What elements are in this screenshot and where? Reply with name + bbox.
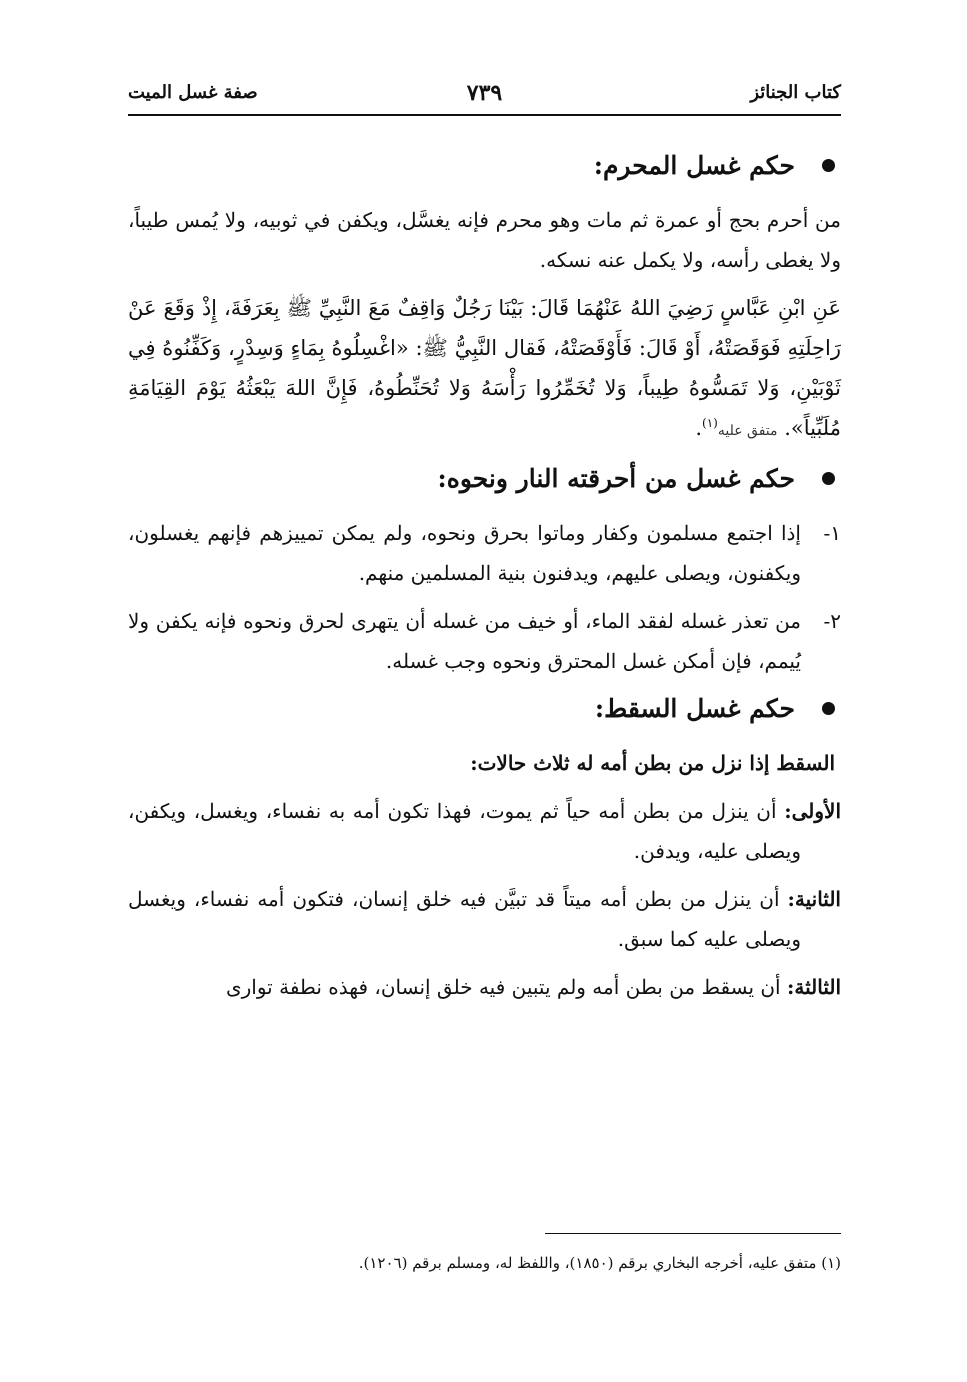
list-item (128, 513, 841, 593)
case-text: أن ينزل من بطن أمه ميتاً قد تبيَّن فيه خلق إنسان، فتكون أمه نفساء، ويغسل ويصلى عليه كما سبق. (128, 887, 801, 951)
list-item-number: ٢- (823, 609, 841, 633)
case-label: الثالثة: (786, 975, 841, 999)
case-paragraph (128, 791, 841, 871)
bullet-icon (822, 702, 835, 715)
page-body (128, 140, 841, 1015)
header-divider (128, 114, 841, 116)
running-header (128, 82, 841, 112)
section-heading-miscarriage: حكم غسل السقط: (128, 689, 841, 729)
section-heading-burned: حكم غسل من أحرقته النار ونحوه: (128, 459, 841, 499)
case-text: أن يسقط من بطن أمه ولم يتبين فيه خلق إنسان، فهذه نطفة توارى (225, 975, 781, 999)
case-paragraph (128, 879, 841, 959)
case-text: أن ينزل من بطن أمه حياً ثم يموت، فهذا تكون أمه به نفساء، ويغسل، ويكفن، ويصلى عليه، ويدفن. (128, 799, 801, 863)
hadith-body: عَنِ ابْنِ عَبَّاسٍ رَضِيَ اللهُ عَنْهُمَا قَالَ: بَيْنَا رَجُلٌ وَاقِفٌ مَعَ النَّبِيِّ ﷺ بِعَرَفَةَ، إِذْ وَقَعَ عَنْ رَاحِلَتِهِ فَوَقَصَتْهُ، أَوْ قَالَ: فَأَوْقَصَتْهُ، فَقال النَّبِيُّ ﷺ: «اغْسِلُوهُ بِمَاءٍ وَسِدْرٍ، وَكَفِّنُوهُ فِي ثَوْبَيْنِ، وَلا تَمَسُّوهُ طِيباً، وَلا تُخَمِّرُوا رَأْسَهُ وَلا تُحَنِّطُوهُ، فَإِنَّ اللهَ يَبْعَثُهُ يَوْمَ القِيَامَةِ مُلَبِّياً». (128, 296, 841, 440)
page-number: ٧٣٩ (466, 80, 503, 106)
list-item (128, 601, 841, 681)
footnote-divider (545, 1233, 841, 1234)
paragraph-muhrim: من أحرم بحج أو عمرة ثم مات وهو محرم فإنه يغسَّل، ويكفن في ثوبيه، ولا يُمس طيباً، ولا يغطى رأسه، ولا يكمل عنه نسكه. (128, 208, 841, 272)
book-title: كتاب الجنائز (750, 82, 841, 103)
list-item-number: ١- (823, 521, 841, 545)
case-label: الثانية: (787, 887, 841, 911)
footnote-marker: (١) (702, 416, 718, 430)
footnote: (١) متفق عليه، أخرجه البخاري برقم (١٨٥٠)، واللفظ له، ومسلم برقم (١٢٠٦). (358, 1254, 841, 1272)
hadith-source: متفق عليه (717, 423, 778, 439)
bullet-icon (822, 159, 835, 172)
hadith-text: عَنِ ابْنِ عَبَّاسٍ رَضِيَ اللهُ عَنْهُمَا قَالَ: بَيْنَا رَجُلٌ وَاقِفٌ مَعَ النَّبِيِّ ﷺ بِعَرَفَةَ، إِذْ وَقَعَ عَنْ رَاحِلَتِهِ فَوَقَصَتْهُ، أَوْ قَالَ: فَأَوْقَصَتْهُ، فَقال النَّبِيُّ ﷺ: «اغْسِلُوهُ بِمَاءٍ وَسِدْرٍ، وَكَفِّنُوهُ فِي ثَوْبَيْنِ، وَلا تَمَسُّوهُ طِيباً، وَلا تُخَمِّرُوا رَأْسَهُ وَلا تُحَنِّطُوهُ، فَإِنَّ اللهَ يَبْعَثُهُ يَوْمَ القِيَامَةِ مُلَبِّياً». متفق عليه$^{(١)}$. (128, 296, 841, 440)
case-label: الأولى: (784, 799, 842, 823)
chapter-title: صفة غسل الميت (128, 82, 258, 103)
subheading-miscarriage: السقط إذا نزل من بطن أمه له ثلاث حالات: (470, 751, 835, 775)
case-paragraph (128, 967, 841, 1007)
bullet-icon (822, 472, 835, 485)
list-item-text: إذا اجتمع مسلمون وكفار وماتوا بحرق ونحوه، ولم يمكن تمييزهم فإنهم يغسلون، ويكفنون، ويصلى عليهم، ويدفنون بنية المسلمين منهم. (128, 521, 801, 585)
list-item-text: من تعذر غسله لفقد الماء، أو خيف من غسله أن يتهرى لحرق ونحوه فإنه يكفن ولا يُيمم، فإن أمكن غسل المحترق ونحوه وجب غسله. (128, 609, 802, 673)
section-heading-muhrim: حكم غسل المحرم: (128, 146, 841, 186)
